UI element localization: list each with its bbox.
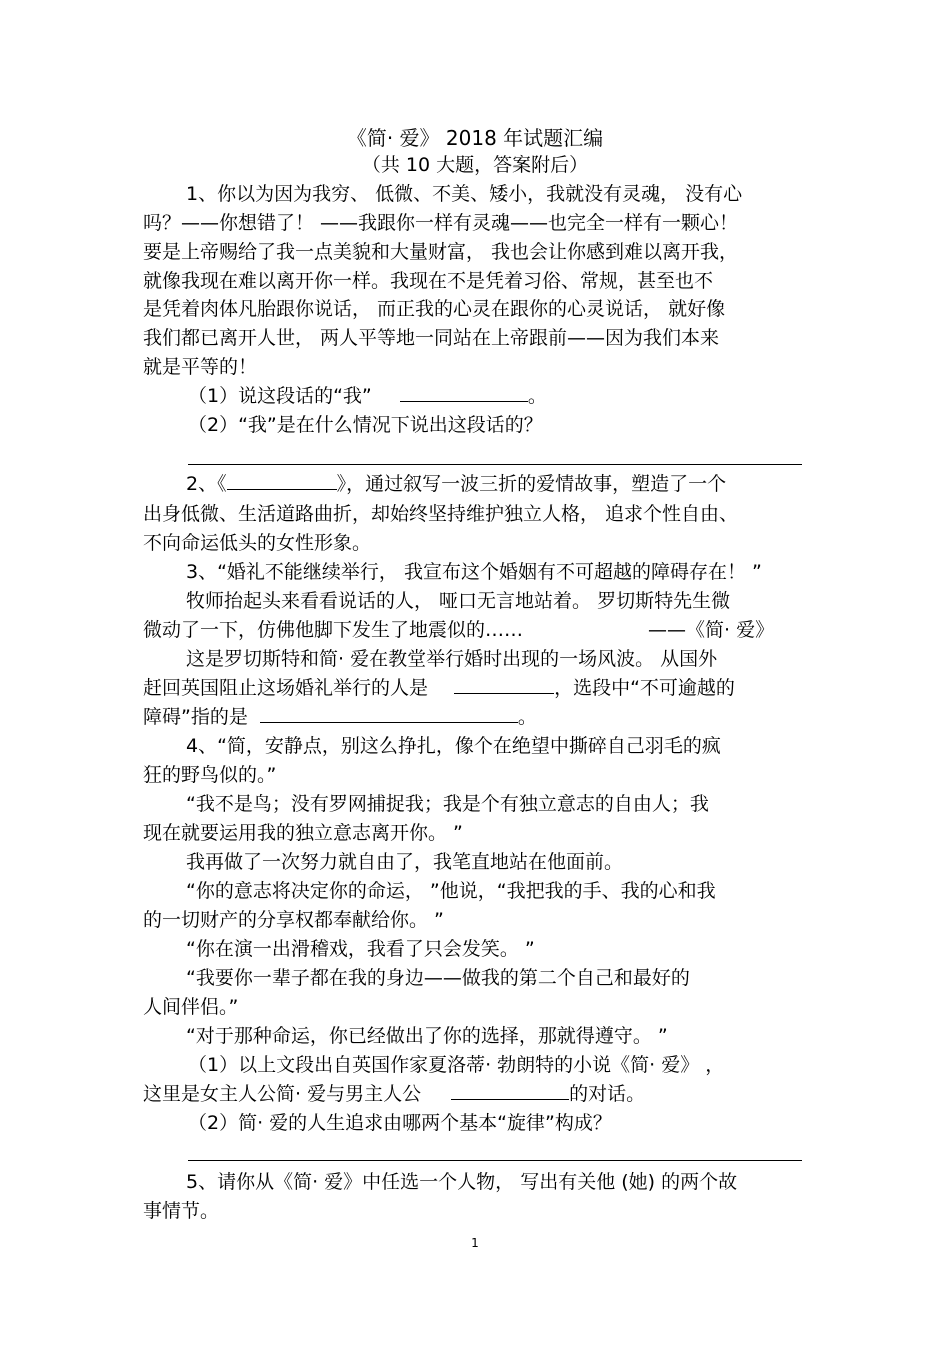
q2-blank[interactable]: [227, 471, 337, 490]
q3-text-d: 。: [517, 706, 537, 728]
document-subtitle: （共 10 大题，答案附后）: [361, 154, 589, 176]
q3-line-3: 微动了一下，仿佛他脚下发生了地震似的……: [143, 619, 524, 641]
q4-sub2: （2）简· 爱的人生追求由哪两个基本“旋律”构成？: [188, 1112, 612, 1134]
q1-line-3: 要是上帝赐给了我一点美貌和大量财富， 我也会让你感到难以离开我，: [143, 241, 739, 263]
q1-sub1-text: （1）说这段话的“我”: [188, 385, 372, 407]
q2-text-a: 2、《: [186, 473, 227, 495]
q2-line-3: 不向命运低头的女性形象。: [143, 532, 372, 554]
q4-line-6: “你的意志将决定你的命运， ”他说，“我把我的手、我的心和我: [186, 880, 716, 902]
q4-line-1: 4、“简，安静点，别这么挣扎，像个在绝望中撕碎自己羽毛的疯: [186, 735, 721, 757]
q4-line-9: “我要你一辈子都在我的身边——做我的第二个自己和最好的: [186, 967, 690, 989]
q3-line-6: [143, 703, 537, 731]
q2-text-b: 》，通过叙写一波三折的爱情故事，塑造了一个: [336, 473, 727, 495]
q1-answer-line[interactable]: [188, 464, 802, 465]
q5-line-1: 5、请你从《简· 爱》中任选一个人物， 写出有关他 (她) 的两个故: [186, 1171, 738, 1193]
q3-source: ——《简· 爱》: [648, 619, 775, 641]
q2-line-1: [186, 470, 726, 498]
q4-line-7: 的一切财产的分享权都奉献给你。 ”: [143, 909, 444, 931]
page-number: 1: [471, 1236, 479, 1250]
q4-line-10: 人间伴侣。”: [143, 996, 239, 1018]
q5-line-2: 事情节。: [143, 1200, 220, 1222]
q1-sub1: [188, 382, 547, 410]
q3-blank-1[interactable]: [454, 675, 554, 694]
q1-line-2: 吗？——你想错了！ ——我跟你一样有灵魂——也完全一样有一颗心！: [143, 212, 739, 234]
q4-sub1-cont: [143, 1080, 645, 1108]
q4-line-11: “对于那种命运，你已经做出了你的选择，那就得遵守。 ”: [186, 1025, 668, 1047]
q1-line-5: 是凭着肉体凡胎跟你说话， 而正我的心灵在跟你的心灵说话， 就好像: [143, 298, 726, 320]
q4-answer-line[interactable]: [188, 1160, 802, 1161]
q3-line-1: 3、“婚礼不能继续举行， 我宣布这个婚姻有不可超越的障碍存在！ ”: [186, 561, 762, 583]
q2-line-2: 出身低微、生活道路曲折，却始终坚持维护独立人格， 追求个性自由、: [143, 503, 739, 525]
q3-text-c: 障碍”指的是: [143, 706, 248, 728]
q1-line-1: 1、你以为因为我穷、 低微、不美、矮小，我就没有灵魂， 没有心: [186, 183, 743, 205]
q4-line-8: “你在演一出滑稽戏，我看了只会发笑。 ”: [186, 938, 535, 960]
q4-text-b: 的对话。: [569, 1083, 646, 1105]
q3-line-2: 牧师抬起头来看看说话的人， 哑口无言地站着。 罗切斯特先生微: [186, 590, 731, 612]
document-title: 《简· 爱》 2018 年试题汇编: [346, 126, 604, 150]
q1-line-4: 就像我现在难以离开你一样。我现在不是凭着习俗、常规，甚至也不: [143, 270, 714, 292]
q1-sub2: （2）“我”是在什么情况下说出这段话的？: [188, 414, 543, 436]
q3-text-b: ，选段中“不可逾越的: [554, 677, 735, 699]
q3-text-a: 赶回英国阻止这场婚礼举行的人是: [143, 677, 429, 699]
q4-line-4: 现在就要运用我的独立意志离开你。 ”: [143, 822, 463, 844]
q1-sub1-blank[interactable]: [400, 383, 528, 402]
q4-line-5: 我再做了一次努力就自由了，我笔直地站在他面前。: [186, 851, 624, 873]
q4-sub1: （1）以上文段出自英国作家夏洛蒂· 勃朗特的小说《简· 爱》 ，: [188, 1054, 725, 1076]
q1-sub1-end: 。: [527, 385, 547, 407]
q1-line-6: 我们都已离开人世， 两人平等地一同站在上帝跟前——因为我们本来: [143, 327, 720, 349]
q3-line-4: 这是罗切斯特和简· 爱在教堂举行婚时出现的一场风波。 从国外: [186, 648, 718, 670]
q3-blank-2[interactable]: [260, 704, 518, 723]
q4-line-2: 狂的野鸟似的。”: [143, 764, 277, 786]
q1-line-7: 就是平等的！: [143, 356, 258, 378]
q4-line-3: “我不是鸟；没有罗网捕捉我；我是个有独立意志的自由人；我: [186, 793, 709, 815]
q3-line-5: [143, 674, 735, 702]
q4-blank[interactable]: [451, 1081, 569, 1100]
q4-text-a: 这里是女主人公简· 爱与男主人公: [143, 1083, 422, 1105]
